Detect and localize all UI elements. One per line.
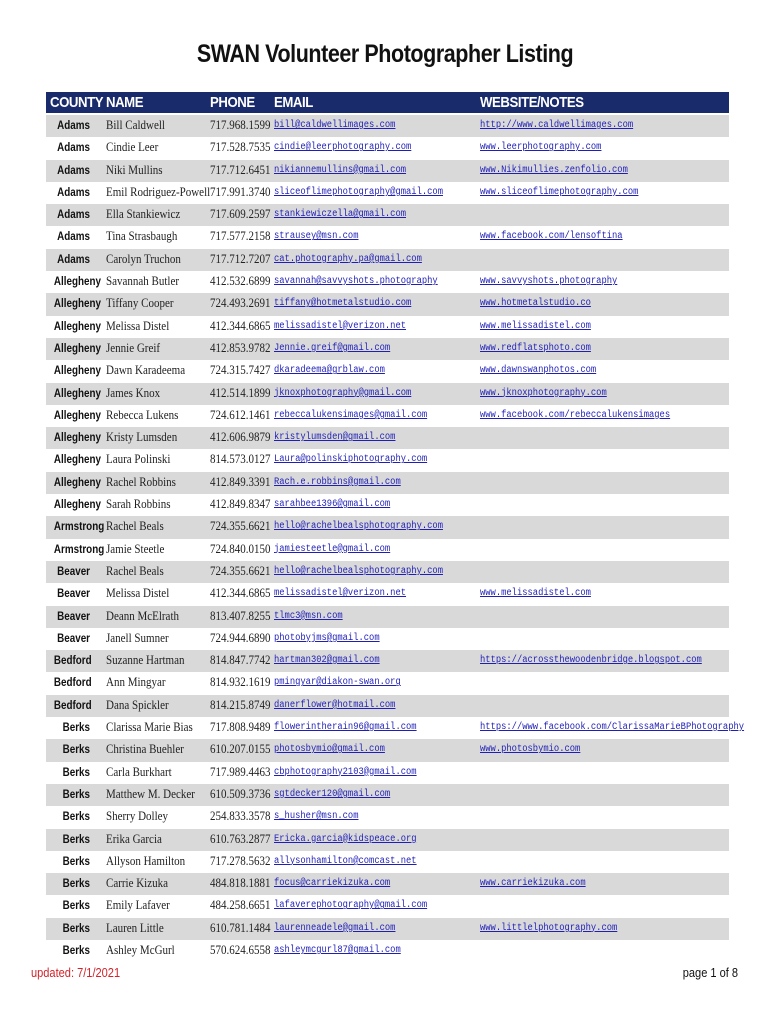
email-link[interactable]: melissadistel@verizon.net bbox=[274, 588, 407, 600]
email-link[interactable]: nikiannemullins@gmail.com bbox=[274, 164, 407, 176]
county-cell: Berks bbox=[62, 742, 90, 757]
email-link[interactable]: allysonhamilton@comcast.net bbox=[274, 855, 417, 867]
phone-cell: 814.573.0127 bbox=[210, 452, 271, 467]
phone-cell: 717.278.5632 bbox=[210, 853, 271, 868]
table-row bbox=[46, 873, 729, 895]
page-title: SWAN Volunteer Photographer Listing bbox=[196, 40, 574, 68]
phone-cell: 254.833.3578 bbox=[210, 809, 271, 824]
county-cell: Beaver bbox=[57, 563, 90, 578]
email-link[interactable]: hartman302@gmail.com bbox=[274, 655, 380, 667]
name-cell: Suzanne Hartman bbox=[106, 653, 185, 668]
phone-cell: 717.528.7535 bbox=[210, 140, 271, 155]
website-link[interactable]: www.savvyshots.photography bbox=[480, 276, 618, 288]
table-row bbox=[46, 160, 729, 182]
table-row bbox=[46, 762, 729, 784]
county-cell: Allegheny bbox=[53, 274, 101, 289]
email-link[interactable]: kristylumsden@gmail.com bbox=[274, 432, 396, 444]
phone-cell: 412.514.1899 bbox=[210, 385, 271, 400]
website-link[interactable]: www.melissadistel.com bbox=[480, 588, 591, 600]
county-cell: Allegheny bbox=[53, 340, 101, 355]
county-cell: Adams bbox=[57, 229, 90, 244]
website-link[interactable]: www.facebook.com/lensoftina bbox=[480, 231, 623, 243]
email-link[interactable]: cbphotography2103@gmail.com bbox=[274, 766, 417, 778]
table-row bbox=[46, 360, 729, 382]
name-cell: Carolyn Truchon bbox=[106, 251, 181, 266]
name-cell: Ann Mingyar bbox=[106, 675, 166, 690]
phone-cell: 724.840.0150 bbox=[210, 541, 271, 556]
photographer-table bbox=[46, 115, 745, 962]
email-link[interactable]: rebeccalukensimages@gmail.com bbox=[274, 409, 428, 421]
phone-cell: 717.609.2597 bbox=[210, 207, 271, 222]
phone-cell: 717.968.1599 bbox=[210, 118, 271, 132]
phone-cell: 717.712.7207 bbox=[210, 251, 271, 266]
table-row bbox=[46, 583, 729, 605]
county-cell: Allegheny bbox=[53, 407, 101, 422]
county-cell: Allegheny bbox=[53, 474, 101, 489]
table-row bbox=[46, 539, 729, 561]
phone-cell: 412.344.6865 bbox=[210, 586, 271, 601]
phone-cell: 484.818.1881 bbox=[210, 876, 271, 891]
website-link[interactable]: www.Nikimullies.zenfolio.com bbox=[480, 164, 628, 176]
name-cell: Emil Rodriguez-Powell bbox=[106, 184, 211, 199]
email-link[interactable]: danerflower@hotmail.com bbox=[274, 699, 396, 711]
name-cell: Savannah Butler bbox=[106, 274, 180, 289]
county-cell: Adams bbox=[57, 118, 90, 132]
table-header bbox=[46, 92, 729, 113]
name-cell: Jamie Steetle bbox=[106, 541, 165, 556]
name-cell: Emily Lafaver bbox=[106, 898, 170, 913]
name-cell: Dawn Karadeema bbox=[106, 363, 186, 378]
name-cell: Carla Burkhart bbox=[106, 764, 172, 779]
phone-cell: 570.624.6558 bbox=[210, 942, 271, 957]
table-row bbox=[46, 695, 729, 717]
email-link[interactable]: dkaradeema@grblaw.com bbox=[274, 365, 385, 377]
county-cell: Beaver bbox=[57, 630, 90, 645]
header-website: WEBSITE/NOTES bbox=[480, 94, 584, 111]
county-cell: Berks bbox=[62, 898, 90, 913]
phone-cell: 724.315.7427 bbox=[210, 363, 271, 378]
email-link[interactable]: strausey@msn.com bbox=[274, 231, 359, 243]
email-link[interactable]: cindie@leerphotography.com bbox=[274, 142, 412, 154]
name-cell: Melissa Distel bbox=[106, 318, 170, 333]
website-link[interactable]: www.leerphotography.com bbox=[480, 142, 602, 154]
phone-cell: 717.577.2158 bbox=[210, 229, 271, 244]
table-row bbox=[46, 338, 729, 360]
table-row bbox=[46, 851, 729, 873]
name-cell: Ella Stankiewicz bbox=[106, 207, 181, 222]
name-cell: Allyson Hamilton bbox=[106, 853, 186, 868]
county-cell: Adams bbox=[57, 162, 90, 177]
email-link[interactable]: stankiewiczella@gmail.com bbox=[274, 209, 407, 221]
county-cell: Beaver bbox=[57, 608, 90, 623]
website-link[interactable]: www.facebook.com/rebeccalukensimages bbox=[480, 409, 671, 421]
name-cell: Tina Strasbaugh bbox=[106, 229, 178, 244]
name-cell: Laura Polinski bbox=[106, 452, 171, 467]
phone-cell: 717.808.9489 bbox=[210, 720, 271, 735]
table-row bbox=[46, 739, 729, 761]
email-link[interactable]: Ericka.garcia@kidspeace.org bbox=[274, 833, 417, 845]
name-cell: Sarah Robbins bbox=[106, 497, 171, 512]
email-link[interactable]: cat.photography.pa@gmail.com bbox=[274, 253, 422, 265]
email-link[interactable]: flowerintherain96@gmail.com bbox=[274, 722, 417, 734]
county-cell: Berks bbox=[62, 786, 90, 801]
table-row bbox=[46, 383, 729, 405]
name-cell: Rebecca Lukens bbox=[106, 407, 179, 422]
name-cell: Ashley McGurl bbox=[106, 942, 175, 957]
table-row bbox=[46, 717, 745, 739]
table-row bbox=[46, 494, 729, 516]
email-link[interactable]: hello@rachelbealsphotography.com bbox=[274, 521, 443, 533]
website-link[interactable]: www.melissadistel.com bbox=[480, 320, 591, 332]
county-cell: Bedford bbox=[53, 653, 92, 668]
table-row bbox=[46, 784, 729, 806]
table-row bbox=[46, 472, 729, 494]
table-row bbox=[46, 204, 729, 226]
table-row bbox=[46, 561, 729, 583]
email-link[interactable]: photosbymio@gmail.com bbox=[274, 744, 385, 756]
name-cell: Tiffany Cooper bbox=[106, 296, 174, 311]
county-cell: Allegheny bbox=[53, 452, 101, 467]
table-row bbox=[46, 182, 729, 204]
website-link[interactable]: www.littlelphotography.com bbox=[480, 922, 618, 934]
table-row bbox=[46, 806, 729, 828]
email-link[interactable]: Laura@polinskiphotography.com bbox=[274, 454, 428, 466]
county-cell: Beaver bbox=[57, 586, 90, 601]
name-cell: Niki Mullins bbox=[106, 162, 163, 177]
name-cell: Lauren Little bbox=[106, 920, 164, 935]
email-link[interactable]: ashleymcgurl87@gmail.com bbox=[274, 944, 401, 956]
county-cell: Berks bbox=[62, 876, 90, 891]
email-link[interactable]: bill@caldwellimages.com bbox=[274, 120, 396, 131]
website-link[interactable]: www.jknoxphotography.com bbox=[480, 387, 607, 399]
table-row bbox=[46, 405, 729, 427]
table-row bbox=[46, 316, 729, 338]
header-phone: PHONE bbox=[210, 94, 255, 111]
email-link[interactable]: s_husher@msn.com bbox=[274, 811, 359, 823]
name-cell: Rachel Beals bbox=[106, 563, 164, 578]
phone-cell: 610.763.2877 bbox=[210, 831, 271, 846]
name-cell: Dana Spickler bbox=[106, 697, 169, 712]
table-row bbox=[46, 249, 729, 271]
phone-cell: 724.612.1461 bbox=[210, 407, 271, 422]
phone-cell: 484.258.6651 bbox=[210, 898, 271, 913]
county-cell: Bedford bbox=[53, 675, 92, 690]
name-cell: Rachel Robbins bbox=[106, 474, 176, 489]
county-cell: Adams bbox=[57, 184, 90, 199]
county-cell: Armstrong bbox=[53, 541, 105, 556]
phone-cell: 724.944.6890 bbox=[210, 630, 271, 645]
table-row bbox=[46, 829, 729, 851]
phone-cell: 814.932.1619 bbox=[210, 675, 271, 690]
website-link[interactable]: www.dawnswanphotos.com bbox=[480, 365, 597, 377]
county-cell: Allegheny bbox=[53, 497, 101, 512]
website-link[interactable]: www.photosbymio.com bbox=[480, 744, 581, 756]
county-cell: Allegheny bbox=[53, 430, 101, 445]
phone-cell: 717.989.4463 bbox=[210, 764, 271, 779]
county-cell: Armstrong bbox=[53, 519, 105, 534]
county-cell: Adams bbox=[57, 207, 90, 222]
county-cell: Allegheny bbox=[53, 296, 101, 311]
table-row bbox=[46, 895, 729, 917]
table-row bbox=[46, 293, 729, 315]
website-link[interactable]: www.sliceoflimephotography.com bbox=[480, 186, 639, 198]
email-link[interactable]: Rach.e.robbins@gmail.com bbox=[274, 476, 401, 488]
email-link[interactable]: sliceoflimephotography@gmail.com bbox=[274, 186, 443, 198]
phone-cell: 610.509.3736 bbox=[210, 786, 271, 801]
phone-cell: 412.849.3391 bbox=[210, 474, 271, 489]
name-cell: Carrie Kizuka bbox=[106, 876, 168, 891]
phone-cell: 412.853.9782 bbox=[210, 340, 271, 355]
email-link[interactable]: savannah@savvyshots.photography bbox=[274, 276, 438, 288]
phone-cell: 412.532.6899 bbox=[210, 274, 271, 289]
table-row bbox=[46, 918, 729, 940]
table-row bbox=[46, 606, 729, 628]
website-link[interactable]: www.hotmetalstudio.co bbox=[480, 298, 591, 310]
phone-cell: 724.355.6621 bbox=[210, 563, 271, 578]
county-cell: Berks bbox=[62, 720, 90, 735]
name-cell: Sherry Dolley bbox=[106, 809, 169, 824]
name-cell: Cindie Leer bbox=[106, 140, 159, 155]
table-row bbox=[46, 940, 729, 962]
email-link[interactable]: photobyjms@gmail.com bbox=[274, 632, 380, 644]
phone-cell: 724.355.6621 bbox=[210, 519, 271, 534]
email-link[interactable]: pmingyar@diakon-swan.org bbox=[274, 677, 401, 689]
page-number: page 1 of 8 bbox=[682, 965, 738, 980]
county-cell: Allegheny bbox=[53, 363, 101, 378]
name-cell: Janell Sumner bbox=[106, 630, 169, 645]
table-row bbox=[46, 271, 729, 293]
county-cell: Bedford bbox=[53, 697, 92, 712]
email-link[interactable]: focus@carriekizuka.com bbox=[274, 878, 391, 890]
phone-cell: 813.407.8255 bbox=[210, 608, 271, 623]
header-email: EMAIL bbox=[274, 94, 313, 111]
table-row bbox=[46, 628, 729, 650]
website-link[interactable]: www.carriekizuka.com bbox=[480, 878, 586, 890]
table-row bbox=[46, 650, 729, 672]
county-cell: Berks bbox=[62, 942, 90, 957]
table-row bbox=[46, 516, 729, 538]
website-link[interactable]: www.redflatsphoto.com bbox=[480, 342, 591, 354]
county-cell: Berks bbox=[62, 853, 90, 868]
website-link[interactable]: https://www.facebook.com/ClarissaMarieBPhotography bbox=[480, 722, 745, 734]
phone-cell: 717.991.3740 bbox=[210, 184, 271, 199]
county-cell: Berks bbox=[62, 764, 90, 779]
name-cell: Melissa Distel bbox=[106, 586, 170, 601]
name-cell: Christina Buehler bbox=[106, 742, 184, 757]
email-link[interactable]: laurenneadele@gmail.com bbox=[274, 922, 396, 934]
table-row bbox=[46, 115, 729, 137]
phone-cell: 814.847.7742 bbox=[210, 653, 271, 668]
header-name: NAME bbox=[106, 94, 144, 111]
phone-cell: 412.606.9879 bbox=[210, 430, 271, 445]
table-row bbox=[46, 137, 729, 159]
phone-cell: 412.344.6865 bbox=[210, 318, 271, 333]
county-cell: Allegheny bbox=[53, 385, 101, 400]
county-cell: Berks bbox=[62, 920, 90, 935]
table-row bbox=[46, 226, 729, 248]
county-cell: Berks bbox=[62, 831, 90, 846]
name-cell: Matthew M. Decker bbox=[106, 786, 195, 801]
email-link[interactable]: melissadistel@verizon.net bbox=[274, 320, 407, 332]
phone-cell: 724.493.2691 bbox=[210, 296, 271, 311]
name-cell: Clarissa Marie Bias bbox=[106, 720, 193, 735]
phone-cell: 717.712.6451 bbox=[210, 162, 271, 177]
website-link[interactable]: http://www.caldwellimages.com bbox=[480, 120, 634, 131]
email-link[interactable]: lafaverephotography@gmail.com bbox=[274, 900, 428, 912]
phone-cell: 814.215.8749 bbox=[210, 697, 271, 712]
table-row bbox=[46, 449, 729, 471]
email-link[interactable]: sgtdecker120@gmail.com bbox=[274, 788, 391, 800]
phone-cell: 610.781.1484 bbox=[210, 920, 271, 935]
county-cell: Berks bbox=[62, 809, 90, 824]
table-row bbox=[46, 672, 729, 694]
email-link[interactable]: sarahbee1396@gmail.com bbox=[274, 499, 391, 511]
email-link[interactable]: hello@rachelbealsphotography.com bbox=[274, 565, 443, 577]
name-cell: Rachel Beals bbox=[106, 519, 164, 534]
county-cell: Allegheny bbox=[53, 318, 101, 333]
name-cell: Kristy Lumsden bbox=[106, 430, 178, 445]
county-cell: Adams bbox=[57, 140, 90, 155]
email-link[interactable]: jamiesteetle@gmail.com bbox=[274, 543, 391, 555]
email-link[interactable]: jknoxphotography@gmail.com bbox=[274, 387, 412, 399]
county-cell: Adams bbox=[57, 251, 90, 266]
website-link[interactable]: https://acrossthewoodenbridge.blogspot.com bbox=[480, 655, 702, 667]
phone-cell: 412.849.8347 bbox=[210, 497, 271, 512]
updated-date: updated: 7/1/2021 bbox=[31, 965, 121, 980]
table-row bbox=[46, 427, 729, 449]
header-county: COUNTY bbox=[50, 94, 104, 111]
phone-cell: 610.207.0155 bbox=[210, 742, 271, 757]
email-link[interactable]: Jennie.greif@gmail.com bbox=[274, 342, 391, 354]
name-cell: Erika Garcia bbox=[106, 831, 162, 846]
email-link[interactable]: tiffany@hotmetalstudio.com bbox=[274, 298, 412, 310]
name-cell: Bill Caldwell bbox=[106, 118, 165, 132]
email-link[interactable]: tlmc3@msn.com bbox=[274, 610, 343, 622]
name-cell: Jennie Greif bbox=[106, 340, 161, 355]
name-cell: James Knox bbox=[106, 385, 161, 400]
name-cell: Deann McElrath bbox=[106, 608, 179, 623]
